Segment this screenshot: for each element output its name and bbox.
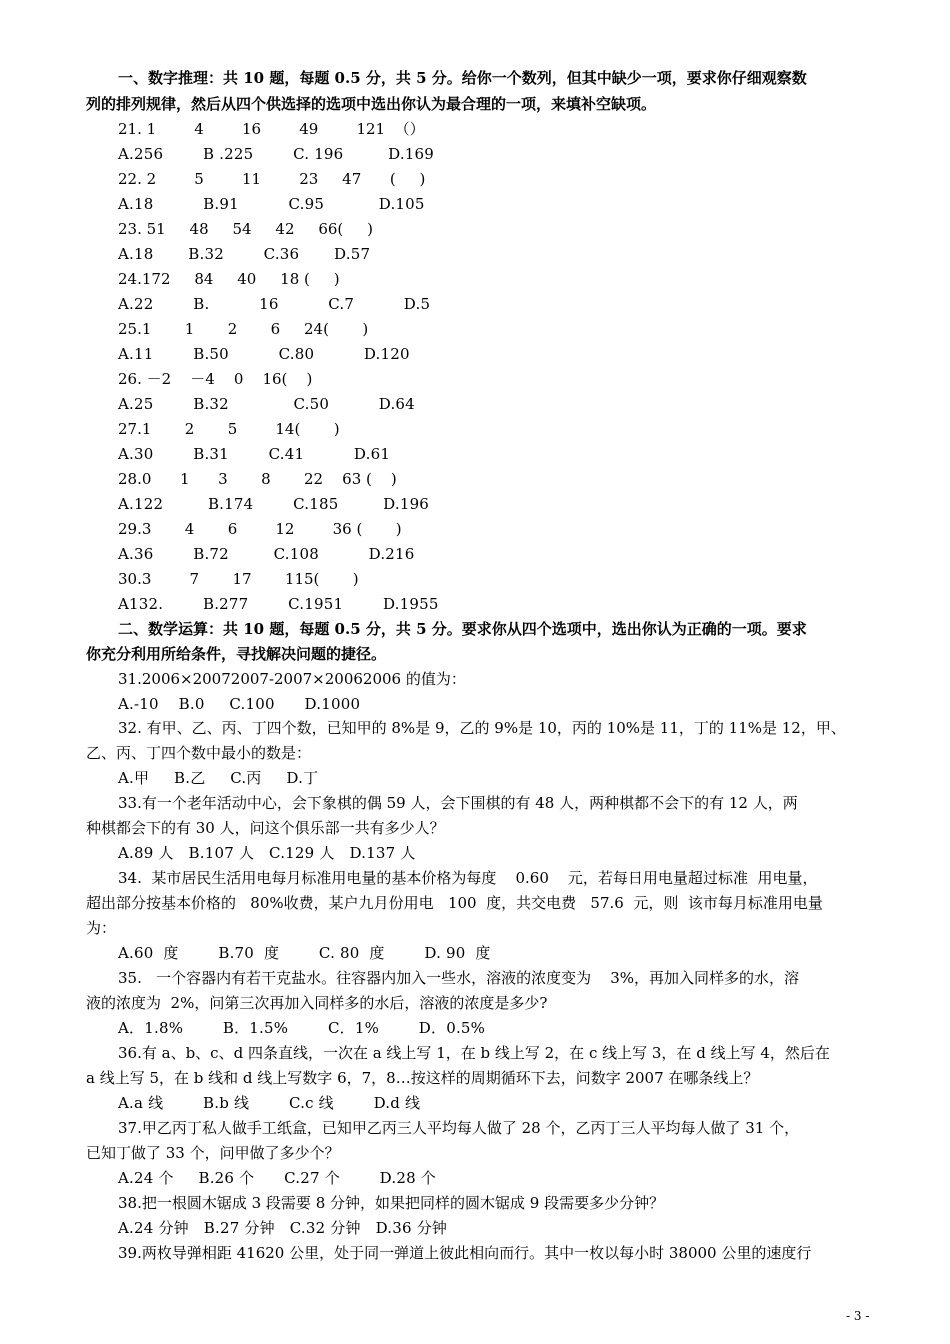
question-21: 21. 1 4 16 49 121 （） (118, 120, 425, 138)
question-32-cont: 乙、丙、丁四个数中最小的数是： (86, 744, 312, 762)
question-32-options: A.甲 B.乙 C.丙 D.丁 (118, 769, 319, 787)
question-37-cont: 已知丁做了 33 个，问甲做了多少个？ (86, 1144, 340, 1162)
section1-heading: 一、数字推理：共 10 题，每题 0.5 分，共 5 分。给你一个数列，但其中缺少一项，要求你仔细观察数 (118, 69, 807, 87)
question-37-options: A.24 个 B.26 个 C.27 个 D.28 个 (118, 1169, 436, 1187)
question-39: 39.两枚导弹相距 41620 公里，处于同一弹道上彼此相向而行。其中一枚以每小时 38000 公里的速度行 (118, 1244, 812, 1262)
question-28-options: A.122 B.174 C.185 D.196 (118, 495, 430, 513)
question-34-cont: 超出部分按基本价格的 80%收费，某户九月份用电 100 度，共交电费 57.6 元，则 该市每月标准用电量 (86, 894, 823, 912)
question-30: 30.3 7 17 115( ) (118, 570, 359, 588)
question-23-options: A.18 B.32 C.36 D.57 (118, 245, 371, 263)
question-30-options: A132. B.277 C.1951 D.1955 (118, 595, 439, 613)
question-22: 22. 2 5 11 23 47 ( ) (118, 170, 426, 188)
question-29: 29.3 4 6 12 36 ( ) (118, 520, 402, 538)
question-22-options: A.18 B.91 C.95 D.105 (118, 195, 425, 213)
question-25-options: A.11 B.50 C.80 D.120 (118, 345, 410, 363)
question-26: 26. －2 －4 0 16( ) (118, 370, 313, 388)
question-31-options: A.-10 B.0 C.100 D.1000 (118, 695, 361, 713)
question-33: 33.有一个老年活动中心，会下象棋的偶 59 人，会下围棋的有 48 人，两种棋都不会下的有 12 人，两 (118, 794, 798, 812)
question-32: 32. 有甲、乙、丙、丁四个数，已知甲的 8%是 9，乙的 9%是 10，丙的 10%是 11，丁的 11%是 12，甲、 (118, 719, 846, 737)
question-23: 23. 51 48 54 42 66( ) (118, 220, 373, 238)
question-31: 31.2006×20072007-2007×20062006 的值为： (118, 670, 466, 688)
question-26-options: A.25 B.32 C.50 D.64 (118, 395, 415, 413)
question-36-cont: a 线上写 5，在 b 线和 d 线上写数字 6，7，8…按这样的周期循环下去，问数字 2007 在哪条线上？ (86, 1069, 759, 1087)
section1-heading-cont: 列的排列规律，然后从四个供选择的选项中选出你认为最合理的一项，来填补空缺项。 (86, 95, 657, 113)
section2-heading-cont: 你充分利用所给条件，寻找解决问题的捷径。 (86, 645, 387, 663)
question-34-options: A.60 度 B.70 度 C. 80 度 D. 90 度 (118, 944, 491, 962)
question-35: 35. 一个容器内有若干克盐水。往容器内加入一些水，溶液的浓度变为 3%，再加入同样多的水，溶 (118, 969, 800, 987)
question-33-options: A.89 人 B.107 人 C.129 人 D.137 人 (118, 844, 416, 862)
question-24-options: A.22 B. 16 C.7 D.5 (118, 295, 431, 313)
section2-heading: 二、数学运算：共 10 题，每题 0.5 分，共 5 分。要求你从四个选项中，选出你认为正确的一项。要求 (118, 620, 807, 638)
question-36-options: A.a 线 B.b 线 C.c 线 D.d 线 (118, 1094, 421, 1112)
question-25: 25.1 1 2 6 24( ) (118, 320, 369, 338)
question-36: 36.有 a、b、c、d 四条直线，一次在 a 线上写 1，在 b 线上写 2，在 c 线上写 3，在 d 线上写 4，然后在 (118, 1044, 830, 1062)
question-21-options: A.256 B .225 C. 196 D.169 (118, 145, 435, 163)
question-38-options: A.24 分钟 B.27 分钟 C.32 分钟 D.36 分钟 (118, 1219, 448, 1237)
question-27-options: A.30 B.31 C.41 D.61 (118, 445, 391, 463)
question-29-options: A.36 B.72 C.108 D.216 (118, 545, 415, 563)
question-34-cont2: 为： (86, 919, 117, 937)
question-34: 34. 某市居民生活用电每月标准用电量的基本价格为每度 0.60 元，若每日用电量超过标准 用电量， (118, 869, 818, 887)
question-37: 37.甲乙丙丁私人做手工纸盒，已知甲乙丙三人平均每人做了 28 个，乙丙丁三人平均每人做了 31 个， (118, 1119, 800, 1137)
question-24: 24.172 84 40 18 ( ) (118, 270, 340, 288)
question-28: 28.0 1 3 8 22 63 ( ) (118, 470, 397, 488)
question-38: 38.把一根圆木锯成 3 段需要 8 分钟，如果把同样的圆木锯成 9 段需要多少分钟？ (118, 1194, 665, 1212)
question-27: 27.1 2 5 14( ) (118, 420, 340, 438)
question-35-cont: 液的浓度为 2%，问第三次再加入同样多的水后，溶液的浓度是多少? (86, 994, 548, 1012)
question-35-options: A．1.8% B．1.5% C．1% D．0.5% (118, 1019, 486, 1037)
page-number: - 3 - (846, 1309, 870, 1323)
question-33-cont: 种棋都会下的有 30 人，问这个俱乐部一共有多少人？ (86, 819, 445, 837)
